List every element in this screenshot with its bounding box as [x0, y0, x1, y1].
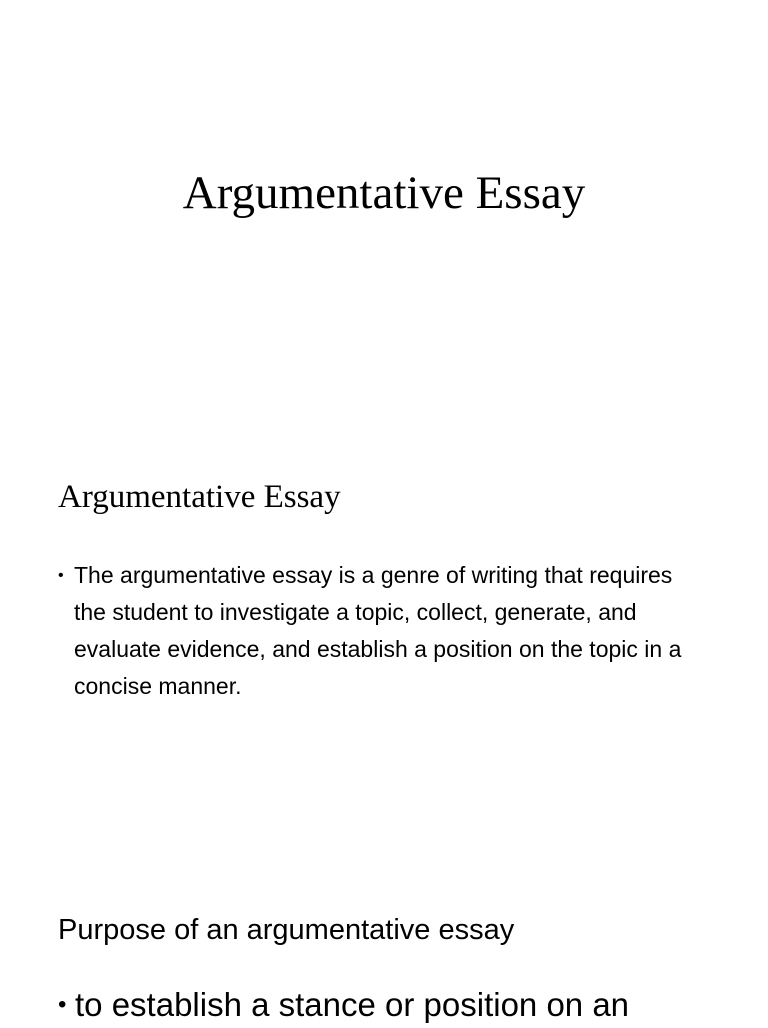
bullet-text: to establish a stance or position on an	[75, 986, 630, 1023]
main-title: Argumentative Essay	[182, 167, 586, 219]
bullet-icon: •	[58, 991, 67, 1018]
slide-definition	[0, 430, 768, 880]
bullet-list	[58, 982, 758, 1028]
slide-purpose	[0, 880, 768, 1024]
slide-title-heading: Purpose of an argumentative essay	[58, 914, 515, 946]
bullet-text: The argumentative essay is a genre of writing that requires the student to investigate a topic, collect, generate, and evaluate evidence, and establish a position on the topic in a concise manner.	[74, 562, 682, 699]
list-item	[58, 557, 698, 705]
slide-title	[0, 0, 768, 430]
bullet-list	[58, 557, 698, 705]
slide-title-heading: Argumentative Essay	[58, 479, 341, 515]
list-item	[58, 982, 758, 1028]
bullet-icon: •	[58, 567, 64, 584]
